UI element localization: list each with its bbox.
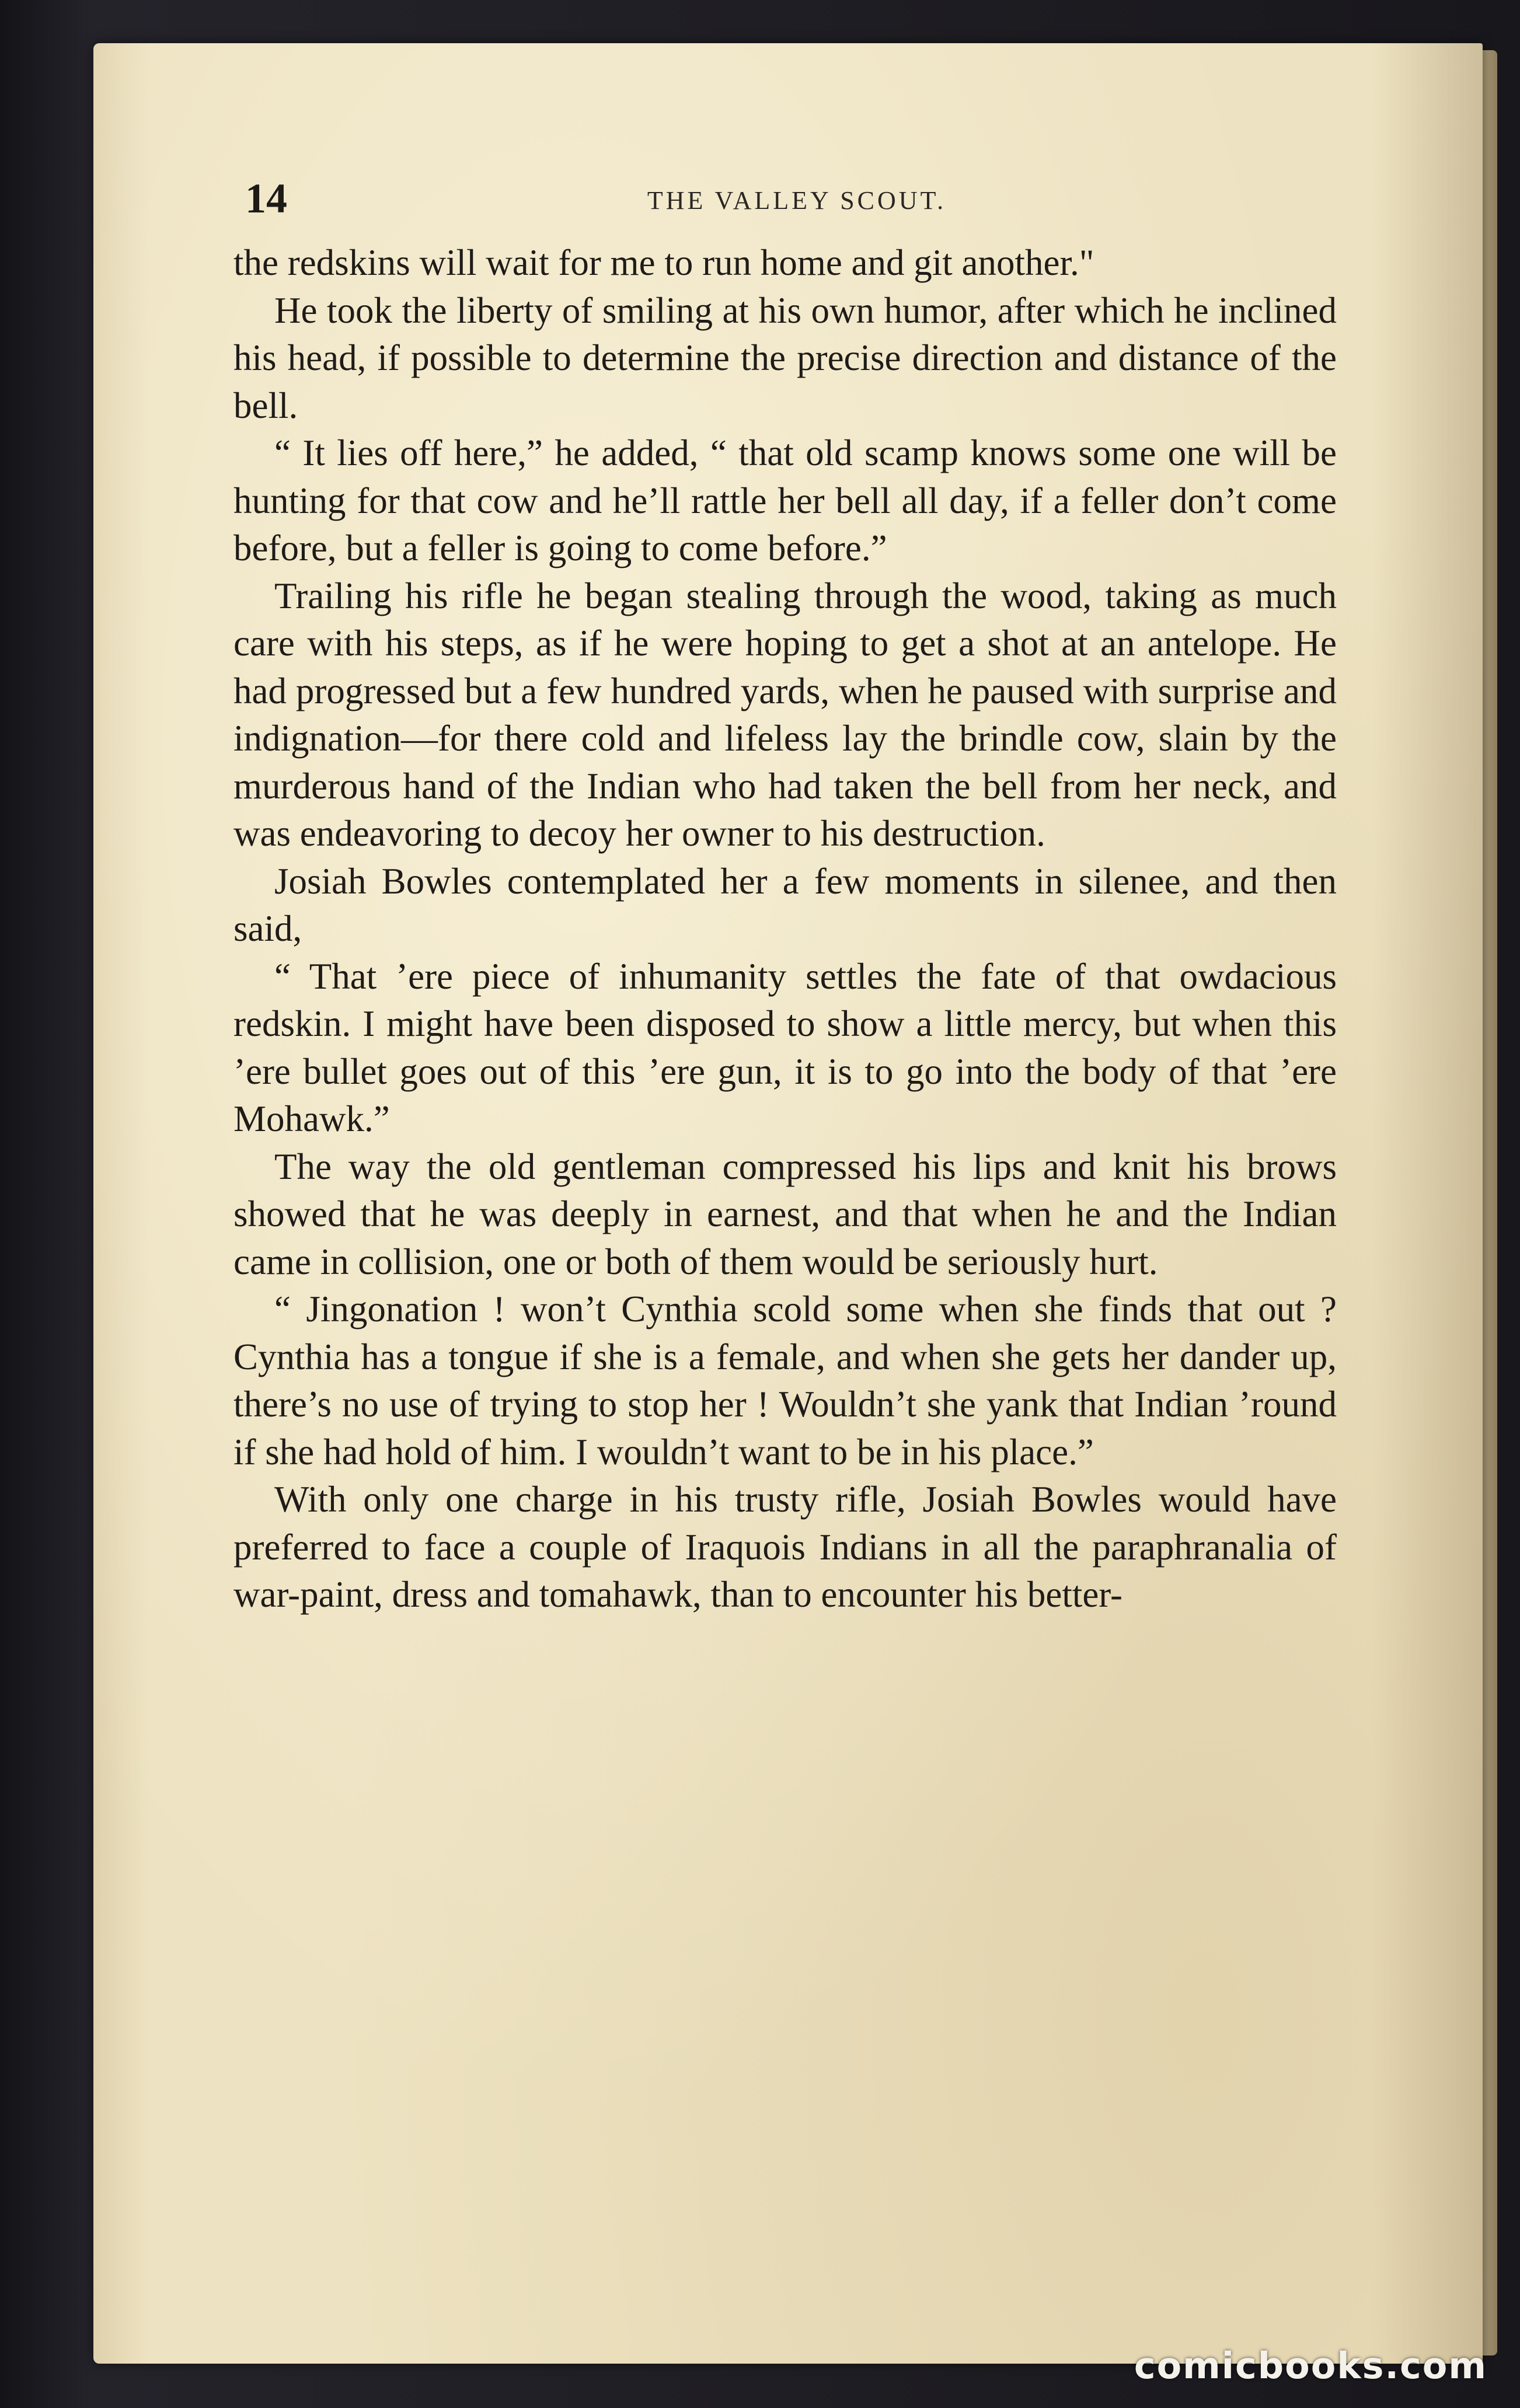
page-body-text bbox=[233, 239, 1337, 1619]
paragraph: “ It lies off here,” he added, “ that old scamp knows some one will be hunting for that cow and he’ll rattle her bell all day, if a feller don’t come before, but a feller is going to come before.” bbox=[233, 432, 1337, 568]
watermark-logo: comicbooks.com bbox=[1134, 2344, 1487, 2387]
paragraph: He took the liberty of smiling at his own humor, after which he inclined his head, if possible to determine the precise direction and distance of the bell. bbox=[233, 289, 1337, 426]
paragraph: The way the old gentleman compressed his lips and knit his brows showed that he was deeply in earnest, and that when he and the Indian came in collision, one or both of them would be seriously hurt. bbox=[233, 1146, 1337, 1282]
paragraph: “ That ’ere piece of inhumanity settles the fate of that owdacious redskin. I might have been disposed to show a little mercy, but when this ’ere bullet goes out of this ’ere gun, it is to go into the body of that ’ere Mohawk.” bbox=[233, 955, 1337, 1139]
paragraph: “ Jingonation ! won’t Cynthia scold some when she finds that out ? Cynthia has a tongue if she is a female, and when she gets her dander up, there’s no use of trying to stop her ! Wouldn’t she yank that Indian ’round if she had hold of him. I wouldn’t want to be in his place.” bbox=[233, 1289, 1337, 1472]
paragraph: the redskins will wait for me to run home and git another." bbox=[233, 242, 1094, 283]
running-head bbox=[245, 169, 1348, 239]
running-title: THE VALLEY SCOUT. bbox=[647, 186, 947, 215]
paragraph: With only one charge in his trusty rifle, Josiah Bowles would have preferred to face a couple of Iraquois Indians in all the paraphranalia of war-paint, dress and tomahawk, than to encounter his better- bbox=[233, 1479, 1337, 1615]
paragraph: Trailing his rifle he began stealing through the wood, taking as much care with his steps, as if he were hoping to get a shot at an antelope. He had progressed but a few hundred yards, when he paused with surprise and indignation—for there cold and lifeless lay the brindle cow, slain by the murderous hand of the Indian who had taken the bell from her neck, and was endeavoring to decoy her owner to his destruction. bbox=[233, 575, 1337, 854]
page-number: 14 bbox=[245, 175, 287, 222]
paragraph: Josiah Bowles contemplated her a few moments in silenee, and then said, bbox=[233, 860, 1337, 949]
